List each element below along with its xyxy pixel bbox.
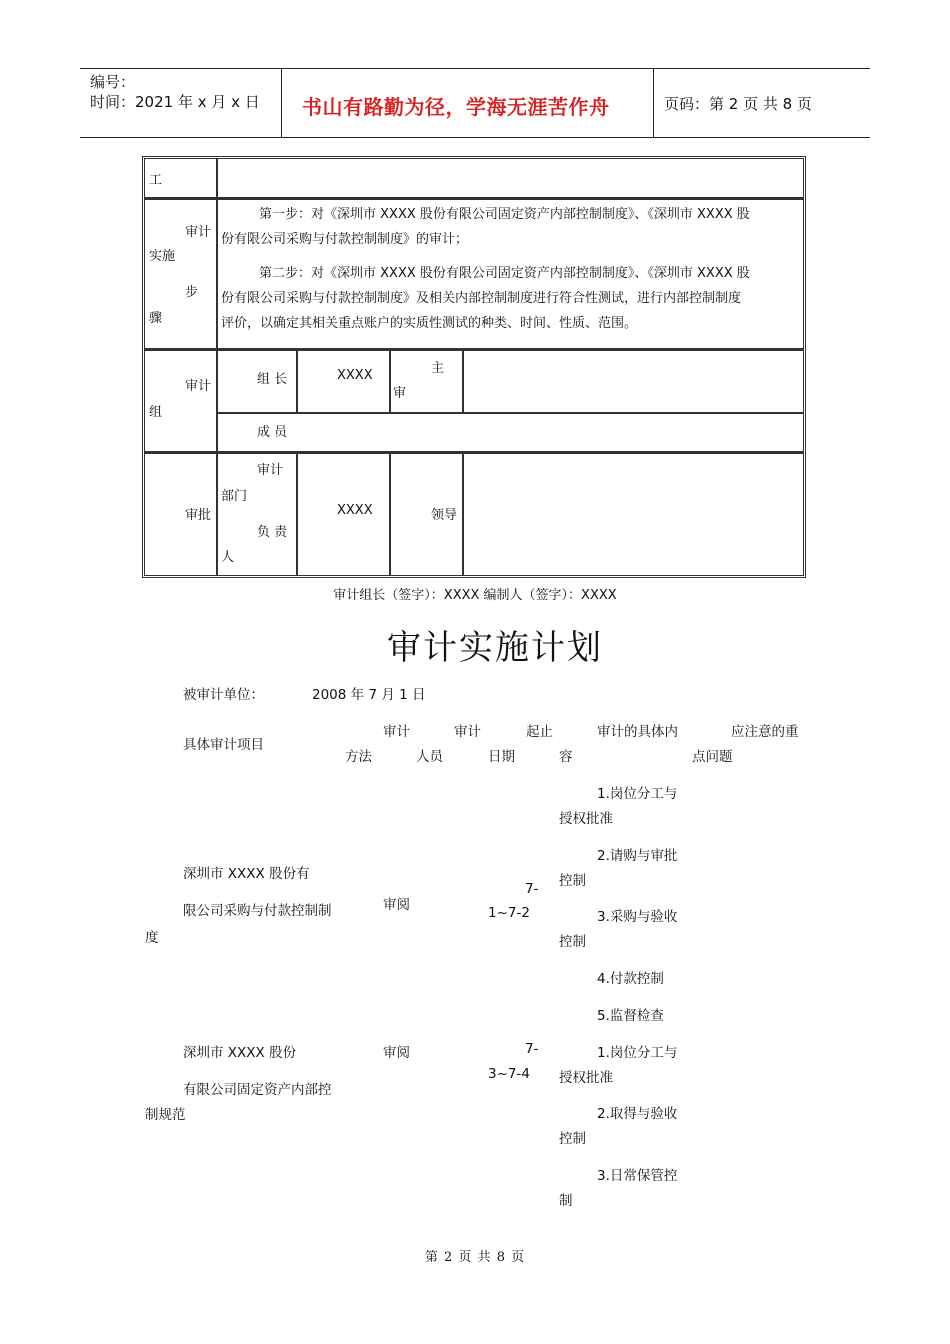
table-rule	[216, 159, 218, 575]
row-label-steps: 审计	[185, 225, 212, 240]
audit-item: 深圳市 XXXX 股份	[183, 1045, 297, 1061]
column-header-staff: 人员	[416, 749, 443, 765]
page-footer: 第 2 页 共 8 页	[424, 1250, 526, 1265]
audit-content: 1.岗位分工与	[597, 1045, 678, 1061]
audit-item: 制规范	[145, 1107, 186, 1123]
audit-item: 有限公司固定资产内部控	[183, 1082, 332, 1098]
column-header-date: 起止	[526, 724, 553, 740]
audit-item: 深圳市 XXXX 股份有	[183, 866, 310, 882]
header-divider	[653, 69, 654, 137]
audit-content: 授权批准	[559, 1070, 613, 1086]
step-2-line: 第二步：对《深圳市 XXXX 股份有限公司固定资产内部控制制度》、《深圳市 XXXX 股	[259, 266, 750, 281]
step-1-line: 第一步：对《深圳市 XXXX 股份有限公司固定资产内部控制制度》、《深圳市 XXXX 股	[259, 207, 750, 222]
column-header-staff: 审计	[454, 724, 481, 740]
table-rule	[145, 348, 803, 351]
audit-content: 3.采购与验收	[597, 909, 678, 925]
document-number-label: 编号：	[90, 73, 136, 91]
column-header-method: 方法	[345, 749, 372, 765]
audit-content: 1.岗位分工与	[597, 786, 678, 802]
audit-content: 2.取得与验收	[597, 1106, 678, 1122]
audited-unit-date: 2008 年 7 月 1 日	[312, 687, 426, 703]
column-header-date: 日期	[488, 749, 515, 765]
dept-head-label: 审计	[257, 463, 284, 478]
table-rule	[145, 451, 803, 454]
leadership-label: 领导	[431, 508, 458, 523]
column-header-method: 审计	[383, 724, 410, 740]
dept-head-label: 负 责	[257, 525, 288, 540]
table-rule	[296, 348, 298, 414]
team-leader-value: XXXX	[337, 368, 373, 383]
column-header-notes: 应注意的重	[731, 724, 799, 740]
table-rule	[389, 348, 391, 414]
chief-auditor-label: 主	[431, 361, 445, 376]
row-label-work: 工	[149, 173, 163, 188]
table-rule	[296, 451, 298, 575]
row-label-steps: 实施	[149, 249, 176, 264]
audit-content: 制	[559, 1193, 573, 1209]
audit-content: 控制	[559, 934, 586, 950]
dept-head-value: XXXX	[337, 503, 373, 518]
audit-content: 2.请购与审批	[597, 848, 678, 864]
audit-content: 3.日常保管控	[597, 1168, 678, 1184]
audited-unit-label: 被审计单位：	[183, 687, 264, 703]
page-title: 审计实施计划	[387, 628, 603, 668]
column-header-item: 具体审计项目	[183, 737, 264, 753]
audit-content: 4.付款控制	[597, 971, 664, 987]
dept-head-label: 人	[221, 550, 235, 565]
chief-auditor-label: 审	[393, 386, 407, 401]
table-rule	[217, 412, 803, 414]
table-rule	[462, 451, 464, 575]
row-label-steps: 骤	[149, 311, 163, 326]
step-1-line: 份有限公司采购与付款控制制度》的审计；	[221, 232, 469, 247]
table-rule	[462, 348, 464, 414]
step-2-line: 评价，以确定其相关重点账户的实质性测试的种类、时间、性质、范围。	[221, 316, 638, 331]
team-leader-label: 组 长	[257, 372, 288, 387]
header-motto: 书山有路勤为径，学海无涯苦作舟	[302, 95, 610, 119]
column-header-content: 审计的具体内	[597, 724, 678, 740]
row-label-team: 审计	[185, 379, 212, 394]
header-divider	[281, 69, 282, 137]
column-header-notes: 点问题	[692, 749, 733, 765]
signature-line: 审计组长（签字）：XXXX 编制人（签字）：XXXX	[333, 588, 617, 603]
audit-content: 授权批准	[559, 811, 613, 827]
audit-method: 审阅	[383, 1045, 410, 1061]
audit-info-table	[142, 156, 806, 578]
row-label-team: 组	[149, 405, 163, 420]
audit-method: 审阅	[383, 897, 410, 913]
audit-content: 5.监督检查	[597, 1008, 664, 1024]
row-label-approval: 审批	[185, 508, 212, 523]
column-header-content: 容	[559, 749, 573, 765]
audit-date: 1~7-2	[488, 905, 530, 921]
dept-head-label: 部门	[221, 489, 248, 504]
table-rule	[145, 197, 803, 200]
page-header	[80, 68, 870, 138]
audit-item: 度	[145, 930, 159, 946]
audit-steps-text	[221, 201, 806, 338]
table-rule	[389, 451, 391, 575]
page-code: 页码：第 2 页 共 8 页	[664, 95, 812, 113]
audit-date: 3~7-4	[488, 1066, 530, 1082]
audit-item: 限公司采购与付款控制制	[183, 903, 332, 919]
row-label-steps: 步	[185, 285, 199, 300]
audit-content: 控制	[559, 1131, 586, 1147]
audit-content: 控制	[559, 873, 586, 889]
document-time-label: 时间：2021 年 x 月 x 日	[90, 93, 260, 111]
team-members-label: 成 员	[257, 425, 288, 440]
audit-date: 7-	[525, 1041, 539, 1057]
audit-date: 7-	[525, 881, 539, 897]
step-2-line: 份有限公司采购与付款控制制度》及相关内部控制制度进行符合性测试，进行内部控制制度	[221, 291, 742, 306]
